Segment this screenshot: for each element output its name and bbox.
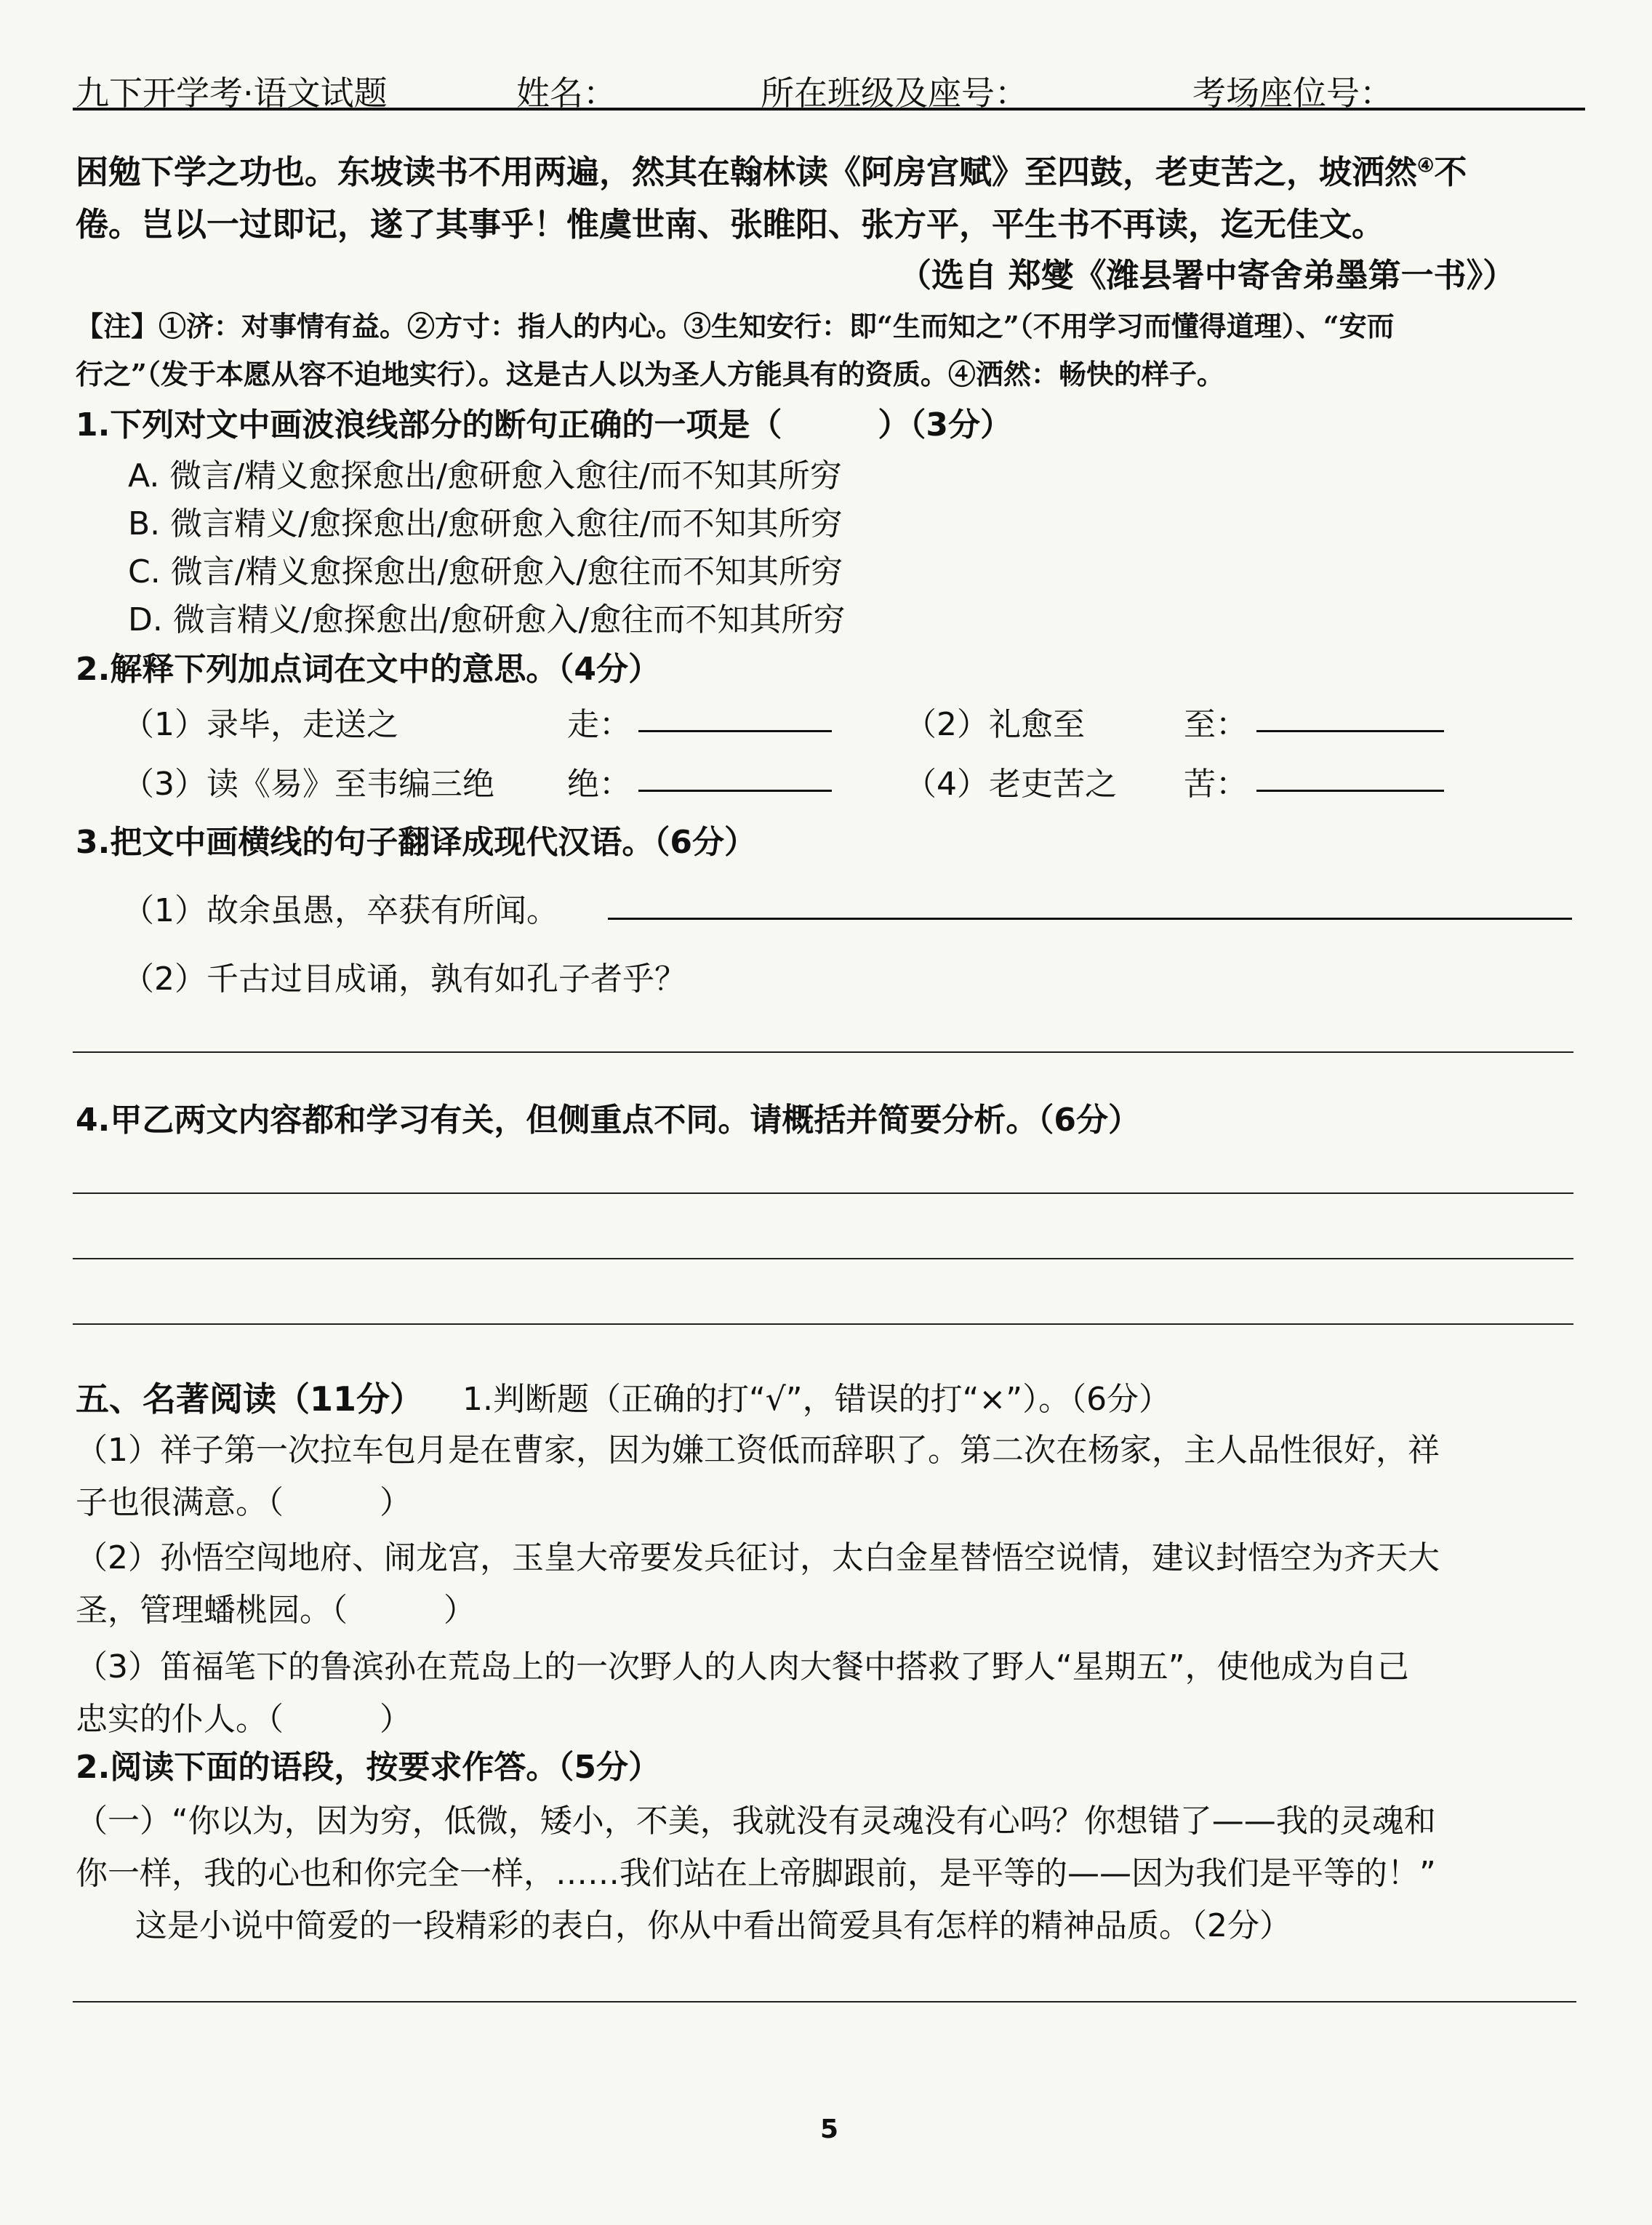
q1-stem: 1.下列对文中画波浪线部分的断句正确的一项是（ ）（3分） <box>76 406 1012 444</box>
q3-sentence-1: （1）故余虽愚，卒获有所闻。 <box>122 892 558 929</box>
exam-title: 九下开学考·语文试题 <box>76 73 388 113</box>
q2-item-2: （2）礼愈至 <box>905 706 1085 743</box>
note-line-2: 行之”（发于本愿从容不迫地实行）。这是古人以为圣人方能具有的资质。④洒然：畅快的样子。 <box>76 358 1224 390</box>
note-line-1: 【注】①济：对事情有益。②方寸：指人的内心。③生知安行：即“生而知之”（不用学习而懂得道理）、“安而 <box>76 310 1395 342</box>
q3-answer-line-1[interactable] <box>608 918 1572 920</box>
excerpt-question: 这是小说中简爱的一段精彩的表白，你从中看出简爱具有怎样的精神品质。（2分） <box>135 1907 1291 1944</box>
judge-1-line-b: 子也很满意。（ ） <box>76 1484 412 1521</box>
judge-2-line-a: （2）孙悟空闯地府、闹龙宫，玉皇大帝要发兵征讨，太白金星替悟空说情，建议封悟空为齐天大 <box>76 1539 1440 1576</box>
q4-answer-line-2[interactable] <box>73 1258 1573 1259</box>
q3-answer-line-2[interactable] <box>73 1051 1573 1053</box>
section-5-part-2: 2.阅读下面的语段，按要求作答。（5分） <box>76 1749 660 1786</box>
q3-stem: 3.把文中画横线的句子翻译成现代汉语。（6分） <box>76 824 756 861</box>
judge-2-line-b: 圣，管理蟠桃园。（ ） <box>76 1592 476 1629</box>
q1-option-d: D. 微言精义/愈探愈出/愈研愈入/愈往而不知其所穷 <box>128 601 846 638</box>
header-rule <box>73 108 1585 111</box>
q4-stem: 4.甲乙两文内容都和学习有关，但侧重点不同。请概括并简要分析。（6分） <box>76 1102 1140 1139</box>
name-label: 姓名： <box>516 73 617 113</box>
judge-3-line-a: （3）笛福笔下的鲁滨孙在荒岛上的一次野人的人肉大餐中搭救了野人“星期五”，使他成为自己 <box>76 1648 1409 1685</box>
class-label: 所在班级及座号： <box>761 73 1028 113</box>
q2-item-3: （3）读《易》至韦编三绝 <box>122 766 494 803</box>
passage-source: （选自 郑燮《潍县署中寄舍弟墨第一书》） <box>899 256 1516 294</box>
q2-answer-blank-2[interactable] <box>1256 730 1444 732</box>
page-number: 5 <box>820 2114 839 2144</box>
q2-item-4: （4）老吏苦之 <box>905 766 1117 803</box>
q1-option-a: A. 微言/精义愈探愈出/愈研愈入愈往/而不知其所穷 <box>128 457 842 494</box>
q1-option-b: B. 微言精义/愈探愈出/愈研愈入愈往/而不知其所穷 <box>128 505 843 542</box>
q2-answer-blank-1[interactable] <box>638 730 832 732</box>
passage-line-2: 倦。岂以一过即记，遂了其事乎！惟虞世南、张睢阳、张方平，平生书不再读，迄无佳文。 <box>76 205 1385 244</box>
q4-answer-line-3[interactable] <box>73 1323 1573 1325</box>
q2-label-3: 绝： <box>567 766 631 803</box>
q2-answer-blank-4[interactable] <box>1256 790 1444 792</box>
q1-option-c: C. 微言/精义愈探愈出/愈研愈入/愈往而不知其所穷 <box>128 553 843 590</box>
q2-label-1: 走： <box>567 706 631 743</box>
seat-label: 考场座位号： <box>1192 73 1393 113</box>
judge-3-line-b: 忠实的仆人。（ ） <box>76 1701 412 1738</box>
q2-label-2: 至： <box>1184 706 1248 743</box>
q2-stem: 2.解释下列加点词在文中的意思。（4分） <box>76 651 660 688</box>
section-5-part-1: 1.判断题（正确的打“√”，错误的打“×”）。（6分） <box>462 1381 1171 1418</box>
excerpt-line-1: （一）“你以为，因为穷，低微，矮小，不美，我就没有灵魂没有心吗？你想错了——我的灵魂和 <box>76 1803 1436 1840</box>
passage-line-1: 困勉下学之功也。东坡读书不用两遍，然其在翰林读《阿房宫赋》至四鼓，老吏苦之，坡洒然④不 <box>76 153 1467 191</box>
q2-item-1: （1）录毕，走送之 <box>122 706 398 743</box>
excerpt-line-2: 你一样，我的心也和你完全一样，……我们站在上帝脚跟前，是平等的——因为我们是平等的！” <box>76 1855 1436 1892</box>
q4-answer-line-1[interactable] <box>73 1192 1573 1194</box>
section-5-title: 五、名著阅读（11分） <box>76 1379 424 1419</box>
q3-sentence-2: （2）千古过目成诵，孰有如孔子者乎？ <box>122 961 686 998</box>
judge-1-line-a: （1）祥子第一次拉车包月是在曹家，因为嫌工资低而辞职了。第二次在杨家，主人品性很好，祥 <box>76 1432 1440 1469</box>
q2-answer-blank-3[interactable] <box>638 790 832 792</box>
excerpt-answer-line[interactable] <box>73 2001 1576 2002</box>
q2-label-4: 苦： <box>1184 766 1248 803</box>
